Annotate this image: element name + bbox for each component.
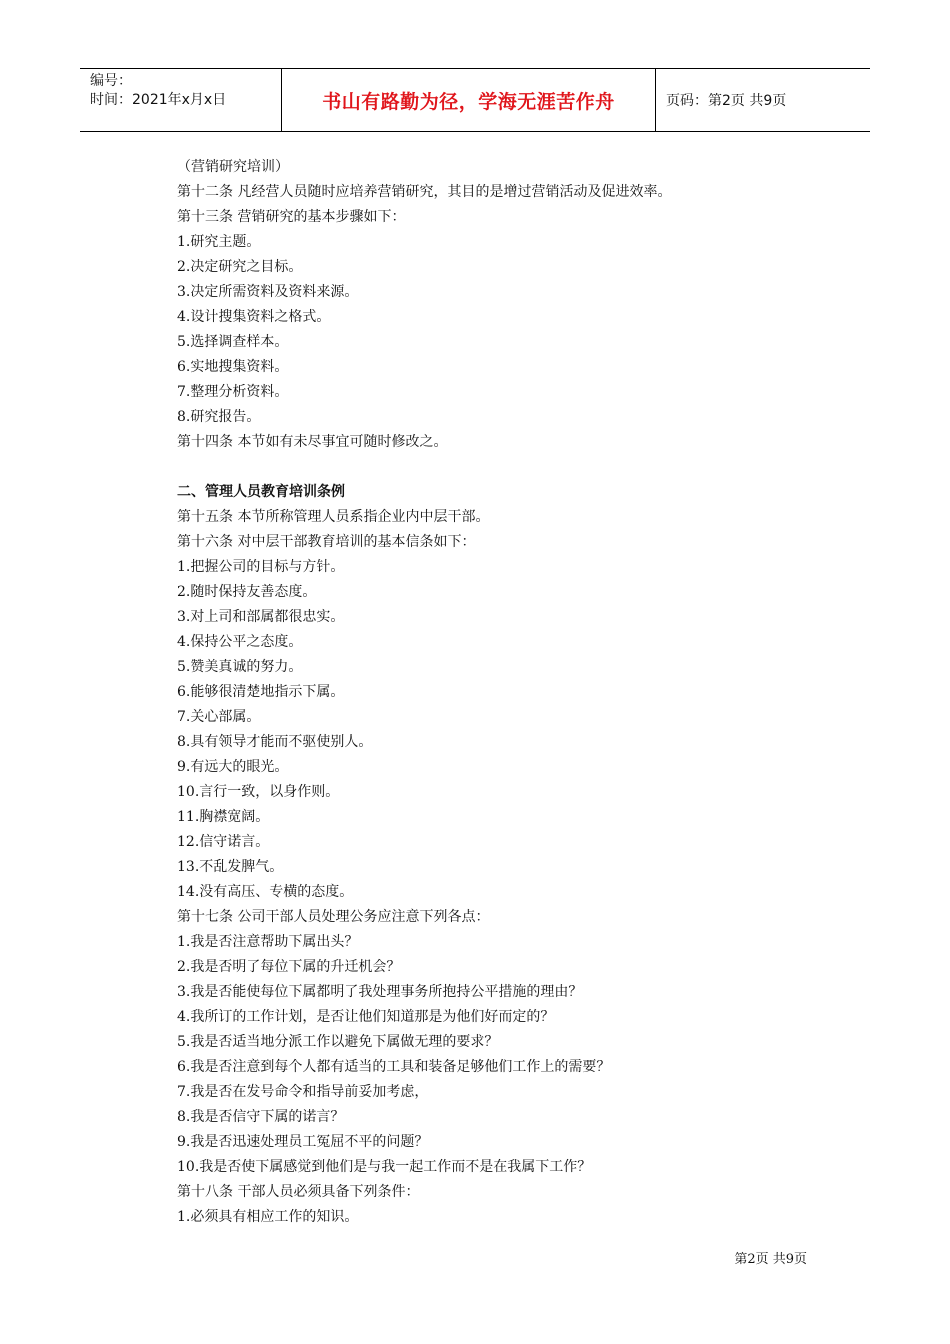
text-line: 3.对上司和部属都很忠实。 [177,609,345,625]
section-title: 二、管理人员教育培训条例 [177,484,345,500]
text-line: 8.研究报告。 [177,409,261,425]
text-line: 1.研究主题。 [177,234,261,250]
header-meta [80,69,282,131]
text-line: 10.我是否使下属感觉到他们是与我一起工作而不是在我属下工作？ [177,1159,592,1175]
text-line: 3.我是否能使每位下属都明了我处理事务所抱持公平措施的理由？ [177,984,583,1000]
text-line: 11.胸襟宽阔。 [177,809,270,825]
text-line: 2.我是否明了每位下属的升迁机会？ [177,959,401,975]
text-line: 9.我是否迅速处理员工冤屈不平的问题？ [177,1134,429,1150]
text-line: 9.有远大的眼光。 [177,759,289,775]
text-line: 12.信守诺言。 [177,834,270,850]
page-footer: 第2页 共9页 [734,1252,807,1267]
text-line: 7.整理分析资料。 [177,384,289,400]
text-line: 第十四条 本节如有未尽事宜可随时修改之。 [177,434,448,450]
text-line: 1.必须具有相应工作的知识。 [177,1209,359,1225]
text-line: 第十二条 凡经营人员随时应培养营销研究，其目的是增过营销活动及促进效率。 [177,184,672,200]
document-body [177,155,827,1230]
text-line: 1.我是否注意帮助下属出头？ [177,934,359,950]
document-date: 时间：2021年x月x日 [90,92,227,108]
text-line: 5.我是否适当地分派工作以避免下属做无理的要求？ [177,1034,499,1050]
text-line: 4.设计搜集资料之格式。 [177,309,331,325]
text-line: 第十六条 对中层干部教育培训的基本信条如下： [177,534,476,550]
text-line: 13.不乱发脾气。 [177,859,284,875]
text-line: 第十五条 本节所称管理人员系指企业内中层干部。 [177,509,490,525]
text-line: 1.把握公司的目标与方针。 [177,559,345,575]
section-spacer [177,455,827,480]
text-line: 7.关心部属。 [177,709,261,725]
text-line: 2.随时保持友善态度。 [177,584,317,600]
text-line: 10.言行一致，以身作则。 [177,784,340,800]
text-line: 5.选择调查样本。 [177,334,289,350]
text-line: 8.具有领导才能而不驱使别人。 [177,734,373,750]
marketing-research-section [177,155,827,455]
text-line: 4.我所订的工作计划，是否让他们知道那是为他们好而定的？ [177,1009,555,1025]
text-line: 6.能够很清楚地指示下属。 [177,684,345,700]
text-line: 2.决定研究之目标。 [177,259,303,275]
management-training-section [177,505,827,1230]
page-header [80,68,870,132]
text-line: 5.赞美真诚的努力。 [177,659,303,675]
text-line: 6.实地搜集资料。 [177,359,289,375]
text-line: 3.决定所需资料及资料来源。 [177,284,359,300]
text-line: 第十八条 干部人员必须具备下列条件： [177,1184,420,1200]
text-line: 7.我是否在发号命令和指导前妥加考虑， [177,1084,429,1100]
header-page-number: 页码：第2页 共9页 [666,93,787,109]
text-line: 6.我是否注意到每个人都有适当的工具和装备足够他们工作上的需要？ [177,1059,611,1075]
document-number: 编号： [90,73,132,89]
text-line: 4.保持公平之态度。 [177,634,303,650]
text-line: 8.我是否信守下属的诺言？ [177,1109,345,1125]
text-line: 14.没有高压、专横的态度。 [177,884,354,900]
text-line: （营销研究培训） [177,159,289,175]
text-line: 第十三条 营销研究的基本步骤如下： [177,209,406,225]
text-line: 第十七条 公司干部人员处理公务应注意下列各点： [177,909,490,925]
header-motto: 书山有路勤为径，学海无涯苦作舟 [282,69,656,131]
